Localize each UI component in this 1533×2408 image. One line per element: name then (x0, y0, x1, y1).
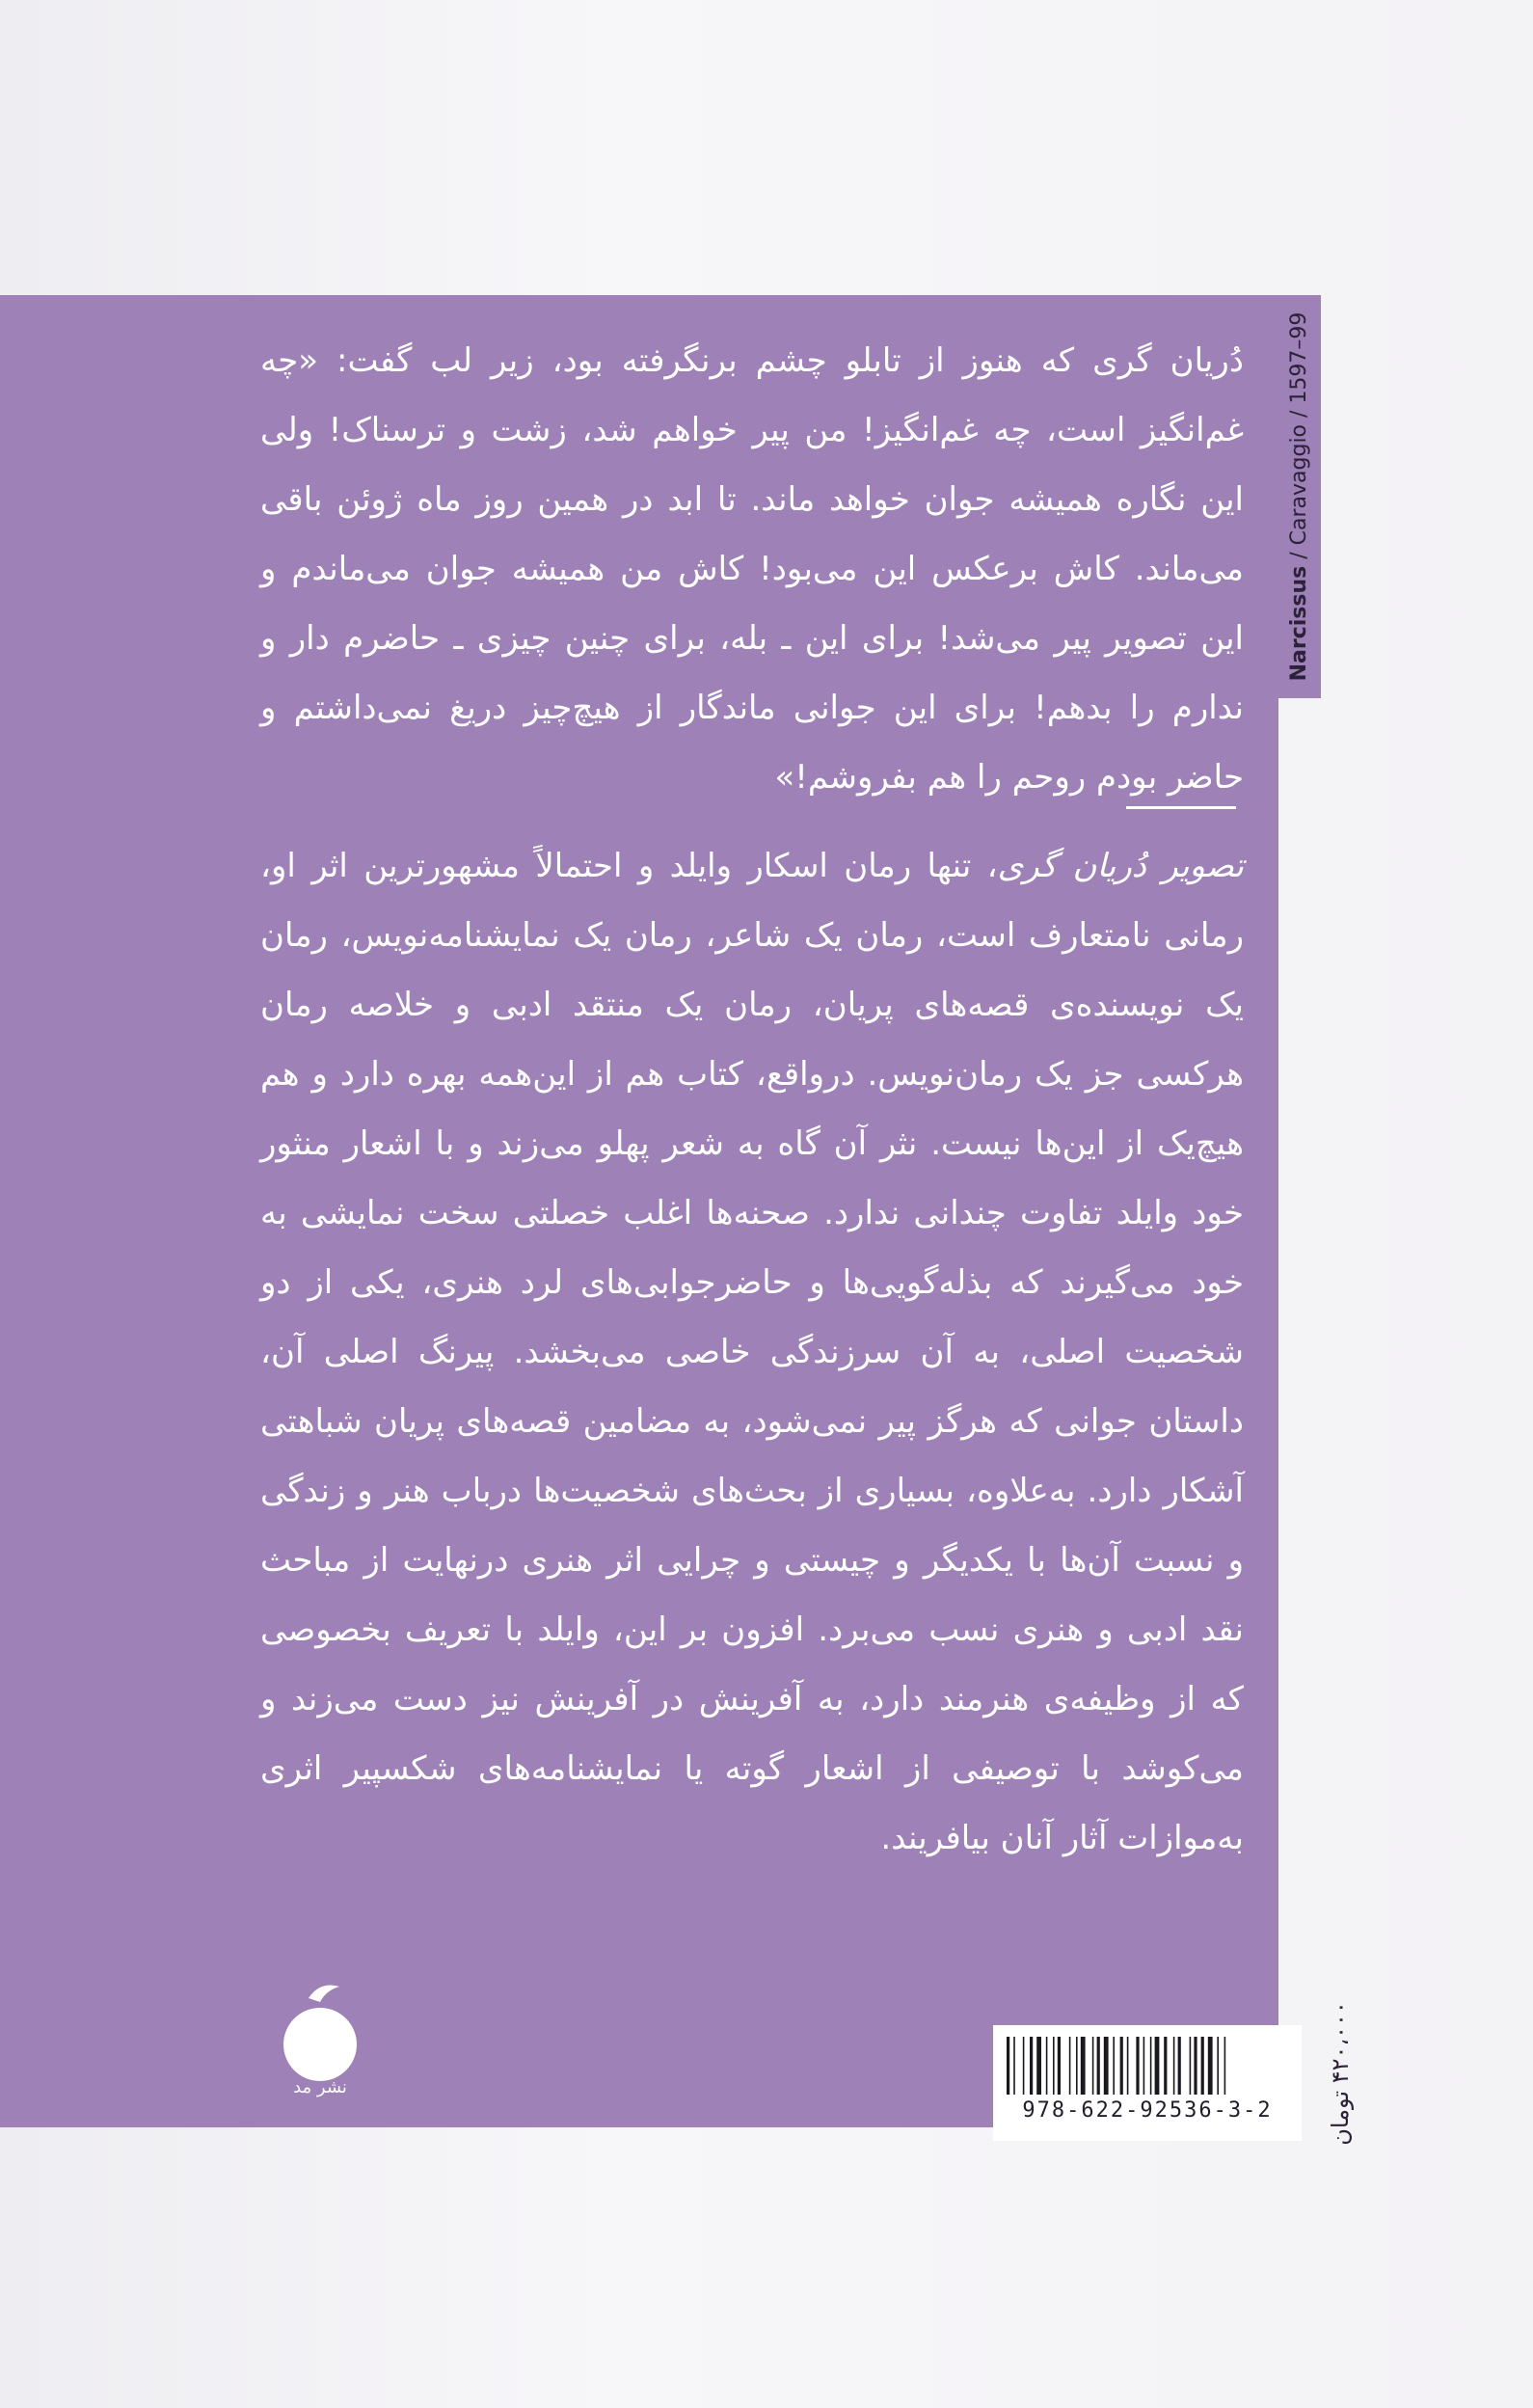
barcode-bar (1190, 2037, 1192, 2095)
barcode-bar (1143, 2037, 1145, 2095)
barcode-bar (1173, 2037, 1175, 2095)
barcode-bar (1058, 2037, 1061, 2095)
quote-paragraph: دُریان گری که هنوز از تابلو چشم برنگرفته بود، زیر لب گفت: «چه غم‌انگیز است، چه غم‌انگیز! من پیر خواهم شد، زشت و ترسناک! ولی این نگاره همیشه جوان خواهد ماند. تا ابد در همین روز ماه ژوئن باقی می‌ماند. کاش برعکس این می‌بود! کاش من همیشه جوان می‌ماندم و این تصویر پیر می‌شد! برای این ـ بله، برای چنین چیزی ـ حاضرم دار و ندارم را بدهم! برای این جوانی ماندگار از هیچ‌چیز دریغ نمی‌داشتم و حاضر بودم روحم را هم بفروشم!» (260, 341, 1244, 797)
barcode-bar (1069, 2037, 1071, 2095)
barcode-bar (1113, 2037, 1115, 2095)
painting-title: Narcissus (1287, 565, 1311, 682)
credit-separator-1: / (1287, 552, 1311, 559)
publisher-name: نشر مد (293, 2077, 347, 2097)
barcode-bar (1030, 2037, 1033, 2095)
barcode-bar (1201, 2037, 1204, 2095)
barcode-bar (1224, 2037, 1226, 2095)
barcode-bar (1081, 2037, 1086, 2095)
barcode-bar (1046, 2037, 1048, 2095)
painting-credit (1280, 304, 1319, 690)
isbn-number: 978-622-92536-3-2 (1022, 2098, 1273, 2123)
barcode-bar (1194, 2037, 1197, 2095)
barcode-bar (1076, 2037, 1078, 2095)
barcode-bar (1104, 2037, 1109, 2095)
barcode-bar (1136, 2037, 1139, 2095)
barcode-bar (1217, 2037, 1219, 2095)
barcode-bar (1097, 2037, 1100, 2095)
book-title-inline: تصویر دُریان گری (997, 847, 1244, 885)
description-text: ، تنها رمان اسکار وایلد و احتمالاً مشهورترین اثر او، رمانی نامتعارف است، رمان یک شاعر، رمان یک نمایشنامه‌نویس، رمان یک نویسنده‌ی قصه‌های پریان، رمان یک منتقد ادبی و خلاصه رمان هرکسی جز یک رمان‌نویس. درواقع، کتاب هم از این‌همه بهره دارد و هم هیچ‌یک از این‌ها نیست. نثر آن گاه به شعر پهلو می‌زند و با اشعار منثور خود وایلد تفاوت چندانی ندارد. صحنه‌ها اغلب خصلتی سخت نمایشی به خود می‌گیرند که بذله‌گویی‌ها و حاضرجوابی‌های لرد هنری، یکی از دو شخصیت اصلی، به آن سرزندگی خاصی می‌بخشد. پیرنگ اصلی آن، داستان جوانی که هرگز پیر نمی‌شود، به مضامین قصه‌های پریان شباهتی آشکار دارد. به‌علاوه، بسیاری از بحث‌های شخصیت‌ها درباب هنر و زندگی و نسبت آن‌ها با یکدیگر و چیستی و چرایی اثر هنری درنهایت از مباحث نقد ادبی و هنری نسب می‌برد. افزون بر این، وایلد با تعریف بخصوصی که از وظیفه‌ی هنرمند دارد، به آفرینش در آفرینش نیز دست می‌زند و می‌کوشد با توصیفی از اشعار گوته یا نمایشنامه‌های شکسپیر اثری به‌موازات آثار آنان بیافریند. (260, 847, 1244, 1857)
barcode-bar (1007, 2037, 1009, 2095)
painting-artist: Caravaggio (1287, 423, 1311, 546)
barcode-bar (1155, 2037, 1160, 2095)
barcode-bar (1013, 2037, 1015, 2095)
painting-years: 1597–99 (1287, 311, 1311, 404)
isbn-barcode (993, 2025, 1302, 2141)
barcode-bar (1120, 2037, 1123, 2095)
barcode-bar (1053, 2037, 1055, 2095)
barcode-bar (1164, 2037, 1167, 2095)
barcode-bar (1023, 2037, 1025, 2095)
barcode-bar (1127, 2037, 1129, 2095)
price-label: ۴۲۰،۰۰۰ تومان (1327, 2001, 1354, 2146)
barcode-bar (1150, 2037, 1152, 2095)
description-paragraph (260, 831, 1244, 1857)
barcode-bar (1036, 2037, 1041, 2095)
section-divider (1126, 806, 1236, 809)
credit-separator-2: / (1287, 410, 1311, 418)
barcode-bar (1208, 2037, 1213, 2095)
barcode-bar (1092, 2037, 1094, 2095)
barcode-bars (1007, 2037, 1288, 2095)
barcode-bar (1178, 2037, 1181, 2095)
